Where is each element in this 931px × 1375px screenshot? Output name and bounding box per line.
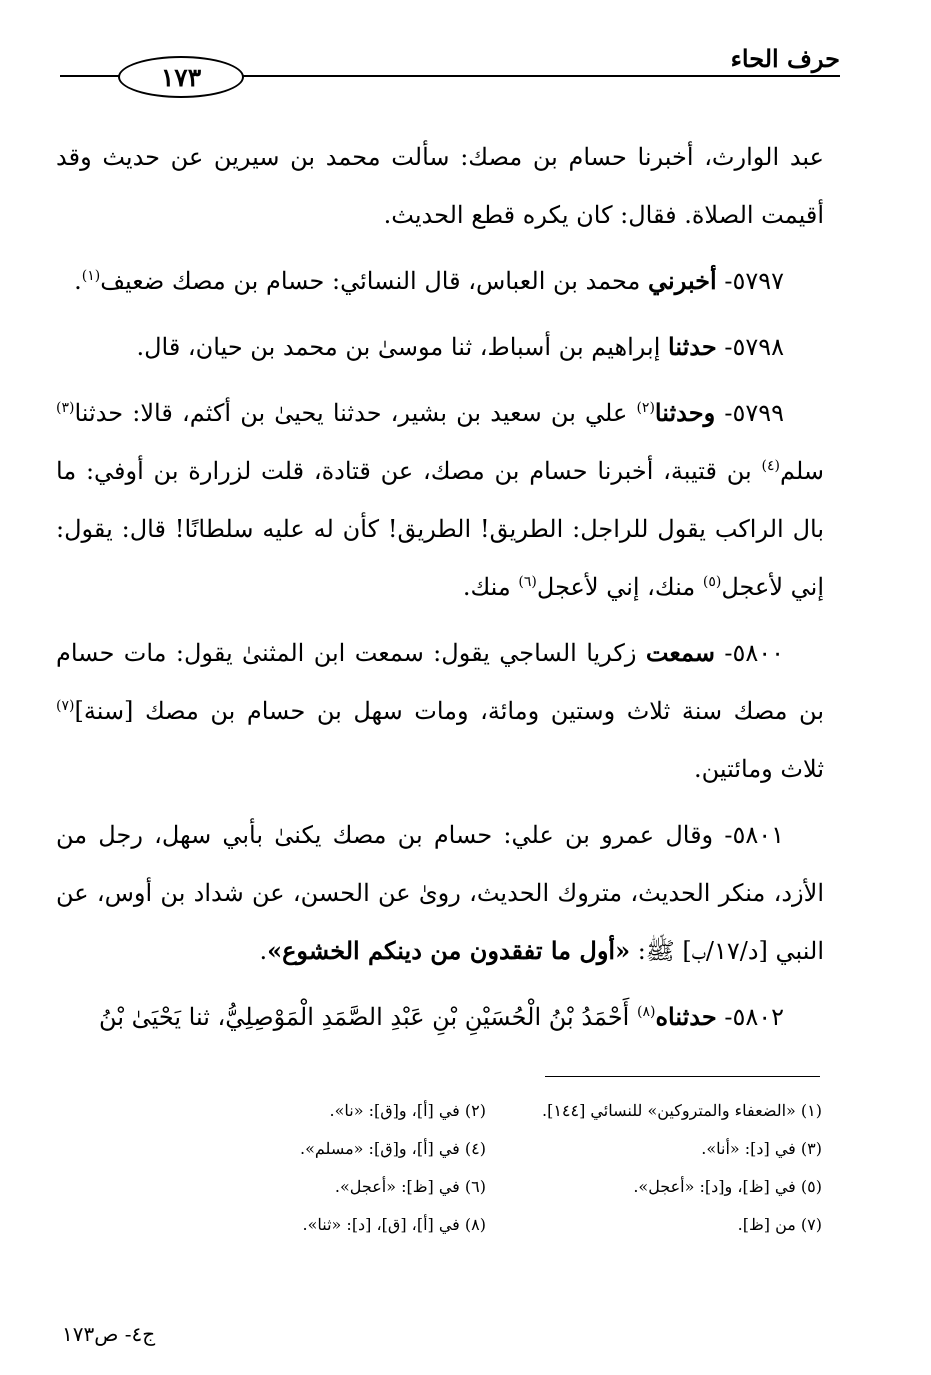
hadith-number: ٥٨٠٠- [724,639,784,667]
hadith-5798 [56,318,824,376]
prophetic-quote: «أول ما تفقدون من دينكم الخشوع» [267,936,631,965]
paragraph-text: . [259,937,268,965]
footnote-row [150,1092,822,1130]
footnote-ref[interactable]: (٨) [636,1004,656,1020]
footnote-ref[interactable]: (٥) [702,574,722,590]
hadith-5802 [56,988,824,1046]
footnote-ref[interactable]: (٢) [636,400,655,416]
page-number-oval [118,56,244,98]
footnote-1: (١) «الضعفاء والمتروكين» للنسائي [١٤٤]. [541,1101,822,1120]
footnote-ref[interactable]: (١) [81,268,101,284]
paragraph-text: منك. [462,573,519,601]
paragraph-text: أَحْمَدُ بْنُ الْحُسَيْنِ بْنِ عَبْدِ الصَّمَدِ الْمَوْصِلِيُّ، ثنا يَحْيَىٰ بْنُ [99,1003,637,1031]
footnote-4: (٤) في [أ]، و[ق]: «مسلم». [300,1139,486,1158]
footnote-6: (٦) في [ظ]: «أعجل». [334,1177,486,1196]
hadith-number: ٥٨٠١- [724,821,784,849]
footnote-row [150,1168,822,1206]
paragraph-text: . [74,267,82,295]
footnote-ref[interactable]: (٧) [56,698,75,714]
paragraph-text: زكريا الساجي يقول: سمعت ابن المثنىٰ يقول: مات حسام بن مصك سنة ثلاث وستين ومائة، ومات سهل بن حسام بن مصك [سنة] [56,639,824,725]
paragraph-text: وقال عمرو بن علي: حسام بن مصك يكنىٰ بأبي سهل، رجل من الأزد، منكر الحديث، متروك الحديث، روىٰ عن الحسن، عن شداد بن أوس، عن النبي [د/١٧/ب] ﷺ: [56,821,824,965]
hadith-5797 [56,252,824,310]
paragraph-text: إبراهيم بن أسباط، ثنا موسىٰ بن محمد بن حيان، قال. [136,333,669,361]
paragraph-continuation [56,128,824,244]
transmission-keyword: حدثنا [668,332,717,361]
hadith-5799 [56,384,824,616]
footnote-8: (٨) في [أ]، [ق]، [د]: «ثنا». [302,1215,486,1234]
paragraph-text: عبد الوارث، أخبرنا حسام بن مصك: سألت محمد بن سيرين عن حديث وقد أقيمت الصلاة. فقال: كان يكره قطع الحديث. [56,143,824,229]
page-header [60,40,840,110]
transmission-keyword: حدثناه [655,1002,717,1031]
hadith-5801 [56,806,824,980]
transmission-keyword: أخبرني [648,266,717,295]
footnote-7: (٧) من [ظ]. [737,1215,822,1234]
footnotes [150,1092,822,1244]
paragraph-text: محمد بن العباس، قال النسائي: حسام بن مصك ضعيف [100,267,649,295]
footnote-3: (٣) في [د]: «أنا». [701,1139,822,1158]
paragraph-text: بن قتيبة، أخبرنا حسام بن مصك، عن قتادة، قلت لزرارة بن أوفي: ما بال الراكب يقول للراجل: الطريق! الطريق! كأن له عليه سلطانًا! قال: يقول: إني لأعجل [56,457,825,601]
footnote-2: (٢) في [أ]، و[ق]: «نا». [329,1101,486,1120]
footnote-separator [545,1076,820,1077]
paragraph-text: منك، إني لأعجل [536,573,703,601]
main-text [56,128,824,1054]
hadith-number: ٥٧٩٨- [724,333,784,361]
hadith-number: ٥٧٩٧- [724,267,784,295]
footnote-ref[interactable]: (٤) [761,458,780,474]
transmission-keyword: وحدثنا [654,398,716,427]
hadith-5800 [56,624,824,798]
hadith-number: ٥٧٩٩- [724,399,784,427]
footnote-ref[interactable]: (٦) [518,574,537,590]
footnote-row [150,1206,822,1244]
paragraph-text: سلم [779,457,824,485]
paragraph-text: ثلاث ومائتين. [693,755,824,783]
hadith-number: ٥٨٠٢- [724,1003,784,1031]
transmission-keyword: سمعت [645,638,715,667]
page-number: ١٧٣ [160,62,202,92]
footnote-ref[interactable]: (٣) [56,400,75,416]
footnote-row [150,1130,822,1168]
volume-page-marker: ج٤- ص١٧٣ [62,1322,156,1346]
footnote-5: (٥) في [ظ]، و[د]: «أعجل». [633,1177,822,1196]
paragraph-text: علي بن سعيد بن بشير، حدثنا يحيىٰ بن أكثم، قالا: حدثنا [74,399,637,427]
chapter-title: حرف الحاء [730,44,840,73]
